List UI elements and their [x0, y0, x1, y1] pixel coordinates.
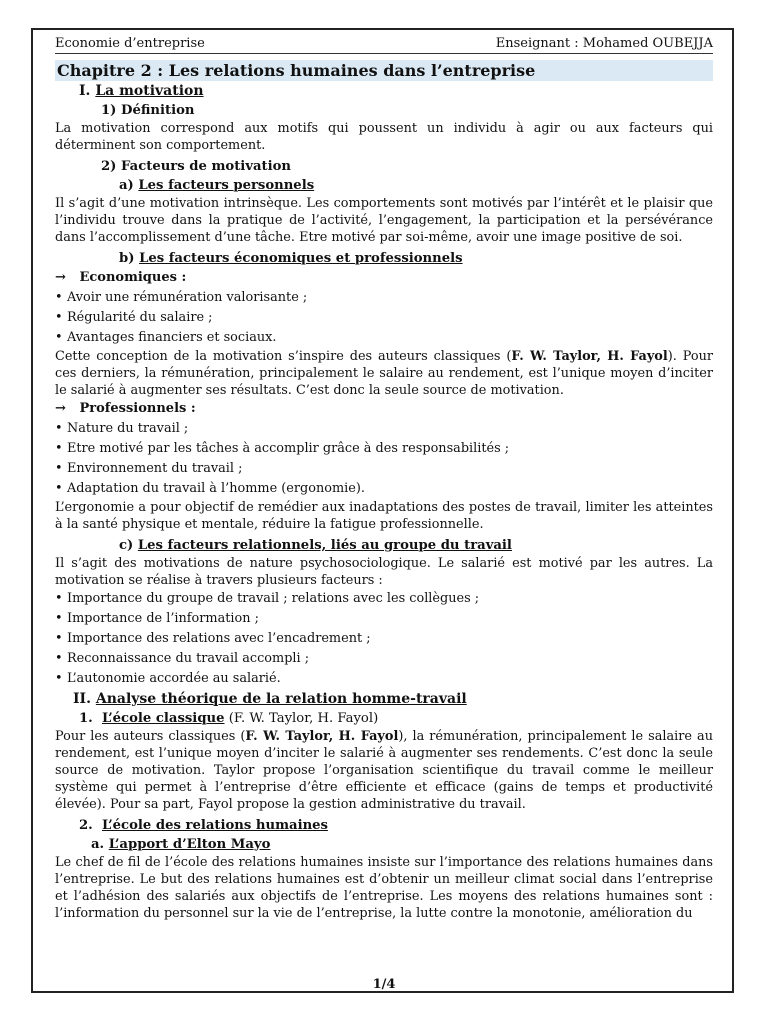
list-item: • Avoir une rémunération valorisante ;	[55, 288, 713, 308]
personal-factors-heading	[55, 176, 713, 195]
list-item: • L’autonomie accordée au salarié.	[55, 669, 713, 689]
item-title: L’apport d’Elton Mayo	[108, 837, 271, 852]
list-item: • Importance de l’information ;	[55, 609, 713, 629]
human-relations-heading	[55, 816, 713, 835]
list-item: • Avantages financiers et sociaux.	[55, 328, 713, 348]
section-2-title: Analyse théorique de la relation homme-travail	[95, 691, 467, 707]
subsection-title: L’école des relations humaines	[101, 818, 328, 833]
economic-list	[55, 288, 713, 348]
item-letter: c)	[119, 538, 134, 553]
section-1-title: La motivation	[95, 83, 204, 99]
list-item: • Adaptation du travail à l’homme (ergonomie).	[55, 479, 713, 499]
section-2-number: II.	[73, 691, 91, 707]
elton-mayo-paragraph: Le chef de fil de l’école des relations humaines insiste sur l’importance des relations humaines dans l’entreprise. Le but des relations humaines est d’obtenir un meilleur climat social dans l’entreprise et l’adhésion des salariés aux objectifs de l’entreprise. Les moyens des relations humaines sont : l’information du personnel sur la vie de l’entreprise, la lutte contre la monotonie, amélioration du	[55, 855, 713, 921]
list-item: • Etre motivé par les tâches à accomplir grâce à des responsabilités ;	[55, 439, 713, 459]
arrow-label: Professionnels :	[79, 401, 196, 416]
item-letter: a)	[119, 178, 134, 193]
ergonomics-paragraph: L’ergonomie a pour objectif de remédier aux inadaptations des postes de travail, limiter les atteintes à la santé physique et mentale, réduire la fatigue professionnelle.	[55, 500, 713, 532]
definition-paragraph: La motivation correspond aux motifs qui poussent un individu à agir ou aux facteurs qui déterminent son comportement.	[55, 121, 713, 153]
item-letter: b)	[119, 251, 135, 266]
page-header	[55, 34, 713, 54]
text-run: ), la rémunération, principalement le salaire au rendement, est l’unique moyen d’inciter le salarié à augmenter ses rendements. C’est donc la seule source de motivation. Taylor propose l’organisation scientifique du travail comme le meilleur système qui permet à l’entreprise d’être efficiente et efficace (gains de temps et productivité élevée). Pour sa part, Fayol propose la gestion administrative du travail.	[55, 729, 713, 812]
list-item: • Nature du travail ;	[55, 419, 713, 439]
professional-label	[55, 399, 713, 419]
subsection-number: 1.	[79, 711, 93, 726]
subsection-title: Définition	[121, 103, 195, 118]
classic-school-heading	[55, 709, 713, 728]
subsection-number: 1)	[101, 103, 117, 118]
arrow-label: Economiques :	[79, 270, 187, 285]
list-item: • Environnement du travail ;	[55, 459, 713, 479]
subsection-authors: (F. W. Taylor, H. Fayol)	[224, 711, 379, 726]
document-page	[55, 34, 713, 992]
list-item: • Importance du groupe de travail ; relations avec les collègues ;	[55, 589, 713, 609]
subsection-factors-heading	[55, 157, 713, 176]
item-letter: a.	[91, 837, 105, 852]
arrow-icon: →	[55, 270, 66, 285]
section-1-number: I.	[79, 83, 91, 99]
text-run: Cette conception de la motivation s’inspire des auteurs classiques (	[55, 349, 512, 364]
item-title: Les facteurs économiques et professionnels	[139, 251, 463, 266]
subsection-title: Facteurs de motivation	[121, 159, 292, 174]
professional-list	[55, 419, 713, 499]
header-teacher: Enseignant : Mohamed OUBEJJA	[495, 36, 713, 51]
subsection-definition-heading	[55, 101, 713, 120]
relational-factors-heading	[55, 536, 713, 555]
economic-paragraph	[55, 348, 713, 399]
header-course: Economie d’entreprise	[55, 36, 205, 51]
list-item: • Régularité du salaire ;	[55, 308, 713, 328]
section-1-heading	[55, 81, 713, 101]
list-item: • Reconnaissance du travail accompli ;	[55, 649, 713, 669]
economic-factors-heading	[55, 249, 713, 268]
subsection-number: 2)	[101, 159, 117, 174]
item-title: Les facteurs personnels	[138, 178, 315, 193]
subsection-title: L’école classique	[101, 711, 225, 726]
relational-paragraph: Il s’agit des motivations de nature psychosociologique. Le salarié est motivé par les autres. La motivation se réalise à travers plusieurs facteurs :	[55, 556, 713, 588]
subsection-number: 2.	[79, 818, 93, 833]
page-number: 1/4	[372, 977, 396, 992]
personal-factors-paragraph: Il s’agit d’une motivation intrinsèque. Les comportements sont motivés par l’intérêt et le plaisir que l’individu trouve dans la pratique de l’activité, l’engagement, la participation et la persévérance dans l’accomplissement d’une tâche. Etre motivé par soi-même, avoir une image positive de soi.	[55, 196, 713, 245]
authors-bold: F. W. Taylor, H. Fayol	[511, 349, 668, 364]
classic-school-paragraph	[55, 728, 713, 813]
arrow-icon: →	[55, 401, 66, 416]
text-run: Pour les auteurs classiques (	[55, 729, 246, 744]
item-title: Les facteurs relationnels, liés au groupe du travail	[137, 538, 512, 553]
relational-list	[55, 589, 713, 689]
chapter-title: Chapitre 2 : Les relations humaines dans l’entreprise	[55, 60, 713, 81]
list-item: • Importance des relations avec l’encadrement ;	[55, 629, 713, 649]
elton-mayo-heading	[55, 835, 713, 854]
economic-label	[55, 268, 713, 288]
section-2-heading	[55, 689, 713, 709]
text-run: ). Pour ces derniers, la rémunération, principalement le salaire au rendement, est l’unique moyen d’inciter le salarié à augmenter ses résultats. C’est donc la seule source de motivation.	[55, 349, 713, 398]
authors-bold: F. W. Taylor, H. Fayol	[245, 729, 399, 744]
